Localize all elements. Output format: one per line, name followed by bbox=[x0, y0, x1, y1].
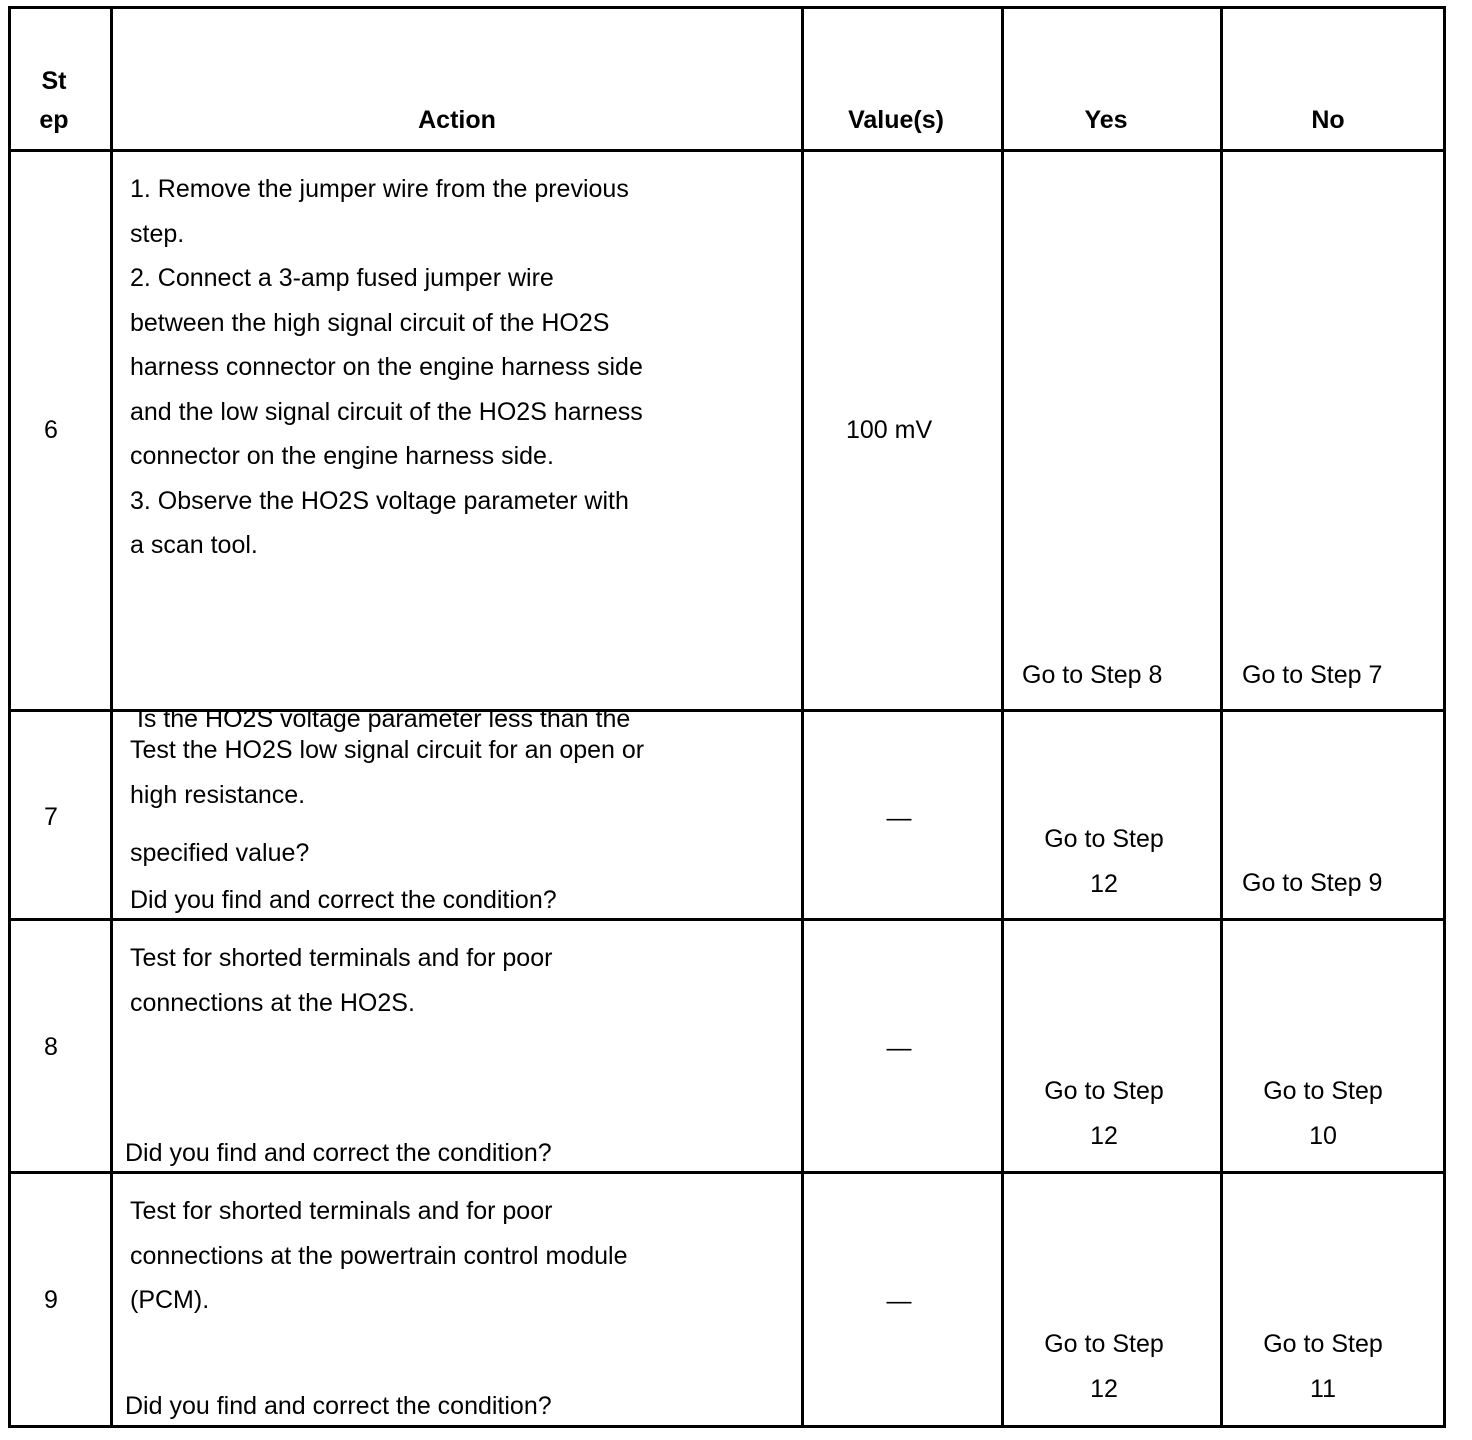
action-line: Test the HO2S low signal circuit for an open or bbox=[130, 736, 645, 764]
value-cell: — bbox=[886, 804, 912, 832]
action-line: (PCM). bbox=[130, 1286, 210, 1314]
action-line: connections at the HO2S. bbox=[130, 988, 415, 1017]
action-text bbox=[130, 167, 643, 568]
no-link[interactable] bbox=[1223, 1322, 1423, 1411]
question-line: Did you find and correct the condition? bbox=[125, 1392, 552, 1420]
step-number: 6 bbox=[44, 416, 58, 444]
action-line: Test for shorted terminals and for poor bbox=[130, 944, 553, 972]
no-link[interactable]: Go to Step 7 bbox=[1242, 661, 1383, 689]
action-text bbox=[130, 728, 644, 817]
column-divider bbox=[1001, 6, 1004, 1428]
question-text bbox=[130, 878, 557, 923]
action-line: 2. Connect a 3-amp fused jumper wire bbox=[130, 264, 554, 292]
header-action: Action bbox=[418, 106, 496, 134]
action-line: 3. Observe the HO2S voltage parameter with bbox=[130, 486, 629, 515]
action-line: a scan tool. bbox=[130, 531, 258, 559]
yes-link[interactable]: Go to Step 8 bbox=[1022, 661, 1163, 689]
step-number: 9 bbox=[44, 1286, 58, 1314]
header-yes: Yes bbox=[1084, 106, 1128, 134]
step-number: 8 bbox=[44, 1033, 58, 1061]
yes-link-line: Go to Step bbox=[1044, 1330, 1164, 1358]
column-divider bbox=[801, 6, 804, 1428]
value-cell: 100 mV bbox=[846, 416, 933, 444]
header-values: Value(s) bbox=[848, 106, 944, 134]
yes-link-line: 12 bbox=[1090, 869, 1118, 898]
step-number: 7 bbox=[44, 803, 58, 831]
question-text bbox=[125, 1384, 552, 1429]
header-step bbox=[14, 62, 94, 140]
action-line: 1. Remove the jumper wire from the previous bbox=[130, 175, 629, 203]
yes-link-line: Go to Step bbox=[1044, 825, 1164, 853]
yes-link[interactable] bbox=[1004, 1069, 1204, 1158]
value-cell: — bbox=[886, 1034, 912, 1062]
no-link-line: Go to Step bbox=[1263, 1077, 1383, 1105]
action-line: connector on the engine harness side. bbox=[130, 442, 554, 470]
action-line: step. bbox=[130, 219, 185, 248]
header-no: No bbox=[1311, 106, 1345, 134]
question-line: Did you find and correct the condition? bbox=[130, 886, 557, 914]
value-cell: — bbox=[886, 1287, 912, 1315]
action-text bbox=[130, 936, 552, 1025]
no-link[interactable]: Go to Step 9 bbox=[1242, 869, 1383, 897]
action-line: connections at the powertrain control module bbox=[130, 1241, 628, 1270]
question-line: Is the HO2S voltage parameter less than the bbox=[130, 705, 631, 733]
action-line: high resistance. bbox=[130, 780, 306, 809]
question-line: specified value? bbox=[130, 838, 310, 867]
action-line: harness connector on the engine harness side bbox=[130, 353, 643, 381]
no-link[interactable] bbox=[1223, 1069, 1423, 1158]
no-link-line: 10 bbox=[1309, 1121, 1337, 1150]
action-line: and the low signal circuit of the HO2S harness bbox=[130, 397, 643, 426]
yes-link[interactable] bbox=[1004, 817, 1204, 906]
yes-link-line: Go to Step bbox=[1044, 1077, 1164, 1105]
no-link-line: Go to Step bbox=[1263, 1330, 1383, 1358]
yes-link-line: 12 bbox=[1090, 1374, 1118, 1403]
yes-link[interactable] bbox=[1004, 1322, 1204, 1411]
no-link-line: 11 bbox=[1310, 1374, 1336, 1403]
row-divider bbox=[8, 149, 1446, 152]
header-step-line: St bbox=[41, 67, 67, 95]
column-divider bbox=[1220, 6, 1223, 1428]
column-divider bbox=[110, 6, 113, 1428]
header-step-line: ep bbox=[39, 106, 69, 134]
action-text bbox=[130, 1189, 628, 1323]
question-text bbox=[125, 1131, 552, 1176]
action-line: between the high signal circuit of the HO2S bbox=[130, 308, 610, 337]
question-line: Did you find and correct the condition? bbox=[125, 1139, 552, 1167]
yes-link-line: 12 bbox=[1090, 1121, 1118, 1150]
action-line: Test for shorted terminals and for poor bbox=[130, 1197, 553, 1225]
